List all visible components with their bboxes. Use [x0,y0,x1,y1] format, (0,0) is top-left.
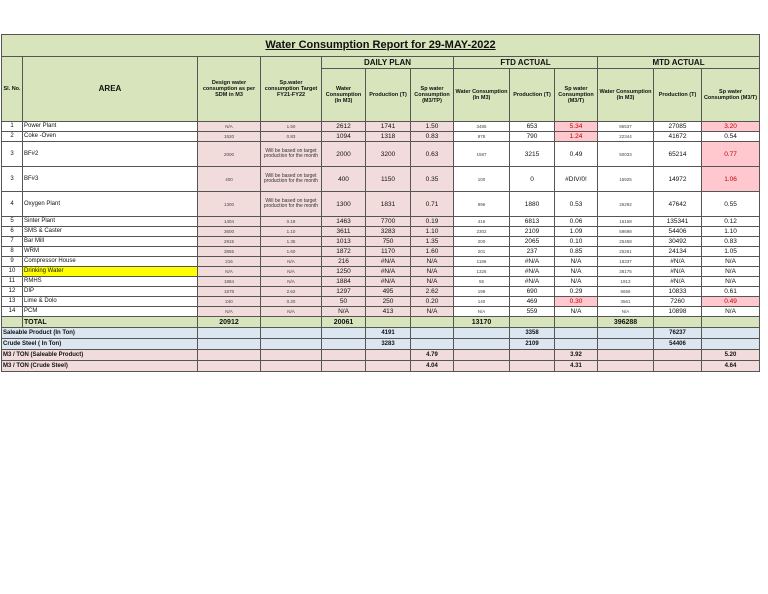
col-header-mtd-wc: Water Consumption (In M3) [598,69,654,122]
table-row [2,237,760,247]
col-header-design: Design water consumption as per SDM in M3 [198,57,261,122]
cell-daily-prod: 1170 [366,247,411,257]
table-row [2,277,760,287]
cell-mtd-sp: 0.54 [702,132,760,142]
cell-daily-sp: 0.35 [411,167,454,192]
cell-ftd-sp: N/A [555,307,598,317]
cell-mtd-wc: 26292 [598,192,654,217]
cell-daily-prod: 413 [366,307,411,317]
col-header-slno: Sl. No. [2,57,23,122]
cell-design: 3855 [198,247,261,257]
crude-ftd: 2109 [510,339,555,350]
cell-design: 1300 [198,192,261,217]
m3-crude-label: M3 / TON (Crude Steel) [2,361,198,372]
cell-ftd-prod: 790 [510,132,555,142]
cell-mtd-sp: 0.77 [702,142,760,167]
cell-daily-sp: 0.83 [411,132,454,142]
cell-design: 216 [198,257,261,267]
cell-mtd-prod: 65214 [654,142,702,167]
cell-daily-wc: 3611 [322,227,366,237]
cell-target: N/A [261,257,322,267]
cell-daily-sp: 0.71 [411,192,454,217]
cell-mtd-wc: 86537 [598,122,654,132]
cell-ftd-wc: 416 [454,217,510,227]
cell-daily-sp: N/A [411,307,454,317]
cell-design: 2000 [198,142,261,167]
cell-target: 1.10 [261,227,322,237]
cell-ftd-sp: N/A [555,277,598,287]
cell-ftd-sp: N/A [555,267,598,277]
cell-target: 1.60 [261,247,322,257]
cell-slno: 6 [2,227,23,237]
cell-daily-prod: #N/A [366,277,411,287]
cell-ftd-sp: 1.09 [555,227,598,237]
cell-daily-sp: N/A [411,277,454,287]
cell-mtd-sp: 1.05 [702,247,760,257]
cell-area: Sinter Plant [23,217,198,227]
cell-slno: 5 [2,217,23,227]
cell-mtd-sp: N/A [702,257,760,267]
cell-daily-wc: N/A [322,307,366,317]
water-consumption-report [1,34,759,372]
cell-mtd-prod: 47642 [654,192,702,217]
table-row [2,122,760,132]
col-header-ftd-prod: Production (T) [510,69,555,122]
cell-ftd-wc: 200 [454,237,510,247]
col-header-mtd-sp: Sp water Consumption (M3/T) [702,69,760,122]
cell-area: BF#2 [23,142,198,167]
table-row [2,257,760,267]
cell-ftd-sp: 0.30 [555,297,598,307]
cell-target: 0.20 [261,297,322,307]
cell-daily-wc: 1300 [322,192,366,217]
cell-daily-prod: 250 [366,297,411,307]
cell-ftd-prod: #N/A [510,257,555,267]
cell-mtd-sp: N/A [702,307,760,317]
cell-mtd-wc: 50033 [598,142,654,167]
cell-slno: 11 [2,277,23,287]
cell-ftd-wc: 978 [454,132,510,142]
cell-mtd-prod: 14972 [654,167,702,192]
cell-mtd-wc: 22344 [598,132,654,142]
saleable-row [2,328,760,339]
cell-daily-prod: 495 [366,287,411,297]
cell-ftd-prod: 0 [510,167,555,192]
cell-target: N/A [261,277,322,287]
cell-area: DIP [23,287,198,297]
cell-slno: 7 [2,237,23,247]
cell-mtd-sp: 3.20 [702,122,760,132]
cell-daily-prod: #N/A [366,257,411,267]
cell-daily-sp: 1.35 [411,237,454,247]
cell-ftd-prod: 690 [510,287,555,297]
crude-row [2,339,760,350]
cell-mtd-prod: 135341 [654,217,702,227]
table-row [2,297,760,307]
cell-design: 1884 [198,277,261,287]
cell-ftd-sp: 1.24 [555,132,598,142]
cell-slno: 8 [2,247,23,257]
cell-mtd-prod: 27085 [654,122,702,132]
table-row [2,217,760,227]
cell-design: N/A [198,267,261,277]
cell-ftd-sp: 0.29 [555,287,598,297]
cell-area: Power Plant [23,122,198,132]
cell-mtd-sp: 1.06 [702,167,760,192]
cell-mtd-prod: #N/A [654,277,702,287]
cell-daily-wc: 1013 [322,237,366,247]
cell-design: 240 [198,297,261,307]
cell-mtd-sp: 0.55 [702,192,760,217]
cell-mtd-sp: 0.61 [702,287,760,297]
cell-ftd-prod: 3215 [510,142,555,167]
cell-ftd-prod: #N/A [510,277,555,287]
saleable-daily: 4191 [366,328,411,339]
cell-area: Lime & Dolo [23,297,198,307]
col-header-daily-sp: Sp water Consumption (M3/TP) [411,69,454,122]
cell-area: Bar Mill [23,237,198,247]
table-row [2,287,760,297]
cell-design: 1404 [198,217,261,227]
cell-ftd-prod: 653 [510,122,555,132]
cell-mtd-wc: 1913 [598,277,654,287]
cell-target: 1.35 [261,237,322,247]
cell-mtd-wc: 38175 [598,267,654,277]
cell-daily-sp: 1.50 [411,122,454,132]
saleable-ftd: 3358 [510,328,555,339]
cell-daily-sp: 1.10 [411,227,454,237]
cell-ftd-wc: 1587 [454,142,510,167]
cell-ftd-wc: 2302 [454,227,510,237]
cell-ftd-prod: 6813 [510,217,555,227]
cell-slno: 2 [2,132,23,142]
cell-ftd-prod: 2109 [510,227,555,237]
m3-saleable-mtd: 5.20 [702,350,760,361]
cell-ftd-sp: 0.49 [555,142,598,167]
table-row [2,267,760,277]
cell-daily-prod: 7700 [366,217,411,227]
cell-slno: 3 [2,167,23,192]
cell-area: SMS & Caster [23,227,198,237]
m3-saleable-row [2,350,760,361]
cell-daily-wc: 1872 [322,247,366,257]
group-header-daily-plan: DAILY PLAN [322,57,454,69]
cell-design: N/A [198,122,261,132]
cell-daily-prod: 1150 [366,167,411,192]
cell-mtd-prod: 54406 [654,227,702,237]
cell-ftd-prod: 1880 [510,192,555,217]
cell-mtd-prod: 41672 [654,132,702,142]
cell-target: 2.62 [261,287,322,297]
cell-daily-sp: 2.62 [411,287,454,297]
cell-daily-wc: 1884 [322,277,366,287]
cell-daily-prod: 1318 [366,132,411,142]
table-row [2,307,760,317]
cell-daily-wc: 1250 [322,267,366,277]
cell-mtd-prod: 10833 [654,287,702,297]
cell-area: BF#3 [23,167,198,192]
cell-target: 0.19 [261,217,322,227]
cell-daily-sp: N/A [411,267,454,277]
col-header-target: Sp.water consumption Target FY21-FY22 [261,57,322,122]
group-header-mtd-actual: MTD ACTUAL [598,57,760,69]
cell-daily-wc: 400 [322,167,366,192]
cell-mtd-sp: 1.10 [702,227,760,237]
total-label: TOTAL [23,317,198,328]
cell-ftd-wc: 3485 [454,122,510,132]
cell-design: 1578 [198,287,261,297]
cell-mtd-prod: 24134 [654,247,702,257]
cell-daily-prod: 750 [366,237,411,247]
cell-ftd-prod: 237 [510,247,555,257]
group-header-ftd-actual: FTD ACTUAL [454,57,598,69]
cell-area: RMHS [23,277,198,287]
saleable-mtd: 76237 [654,328,702,339]
cell-design: 2915 [198,237,261,247]
cell-mtd-wc: 15925 [598,167,654,192]
cell-mtd-prod: 10898 [654,307,702,317]
cell-target: 1.50 [261,122,322,132]
cell-mtd-wc: N/A [598,307,654,317]
cell-design: 3600 [198,227,261,237]
cell-mtd-sp: 0.12 [702,217,760,227]
cell-daily-sp: N/A [411,257,454,267]
cell-daily-wc: 2612 [322,122,366,132]
col-header-ftd-sp: Sp water Consumption (M3/T) [555,69,598,122]
cell-ftd-wc: 55 [454,277,510,287]
cell-mtd-prod: 7260 [654,297,702,307]
col-header-daily-prod: Production (T) [366,69,411,122]
m3-crude-row [2,361,760,372]
cell-ftd-wc: 996 [454,192,510,217]
cell-daily-wc: 216 [322,257,366,267]
cell-area: Coke -Oven [23,132,198,142]
report-title: Water Consumption Report for 29-MAY-2022 [2,35,760,57]
cell-mtd-wc: 6656 [598,287,654,297]
cell-daily-wc: 1297 [322,287,366,297]
cell-daily-prod: 1741 [366,122,411,132]
cell-target: N/A [261,267,322,277]
m3-saleable-label: M3 / TON (Saleable Product) [2,350,198,361]
table-row [2,167,760,192]
cell-daily-prod: #N/A [366,267,411,277]
cell-mtd-sp: 0.49 [702,297,760,307]
cell-slno: 14 [2,307,23,317]
cell-target: Will be based on target production for the month [261,142,322,167]
cell-daily-wc: 2000 [322,142,366,167]
cell-target: Will be based on target production for the month [261,192,322,217]
cell-mtd-wc: 25261 [598,247,654,257]
cell-ftd-wc: 100 [454,167,510,192]
cell-ftd-wc: 201 [454,247,510,257]
crude-mtd: 54406 [654,339,702,350]
cell-daily-sp: 0.20 [411,297,454,307]
cell-slno: 9 [2,257,23,267]
m3-crude-mtd: 4.64 [702,361,760,372]
table-row [2,192,760,217]
cell-daily-wc: 50 [322,297,366,307]
col-header-area: AREA [23,57,198,122]
total-design: 20912 [198,317,261,328]
cell-ftd-wc: 140 [454,297,510,307]
cell-design: 1520 [198,132,261,142]
cell-ftd-wc: 1326 [454,267,510,277]
crude-daily: 3283 [366,339,411,350]
cell-ftd-prod: #N/A [510,267,555,277]
cell-ftd-wc: 1186 [454,257,510,267]
cell-target: N/A [261,307,322,317]
cell-daily-sp: 0.63 [411,142,454,167]
cell-design: N/A [198,307,261,317]
cell-target: 0.83 [261,132,322,142]
cell-area: Compressor House [23,257,198,267]
cell-ftd-prod: 559 [510,307,555,317]
cell-slno: 13 [2,297,23,307]
cell-mtd-wc: 59698 [598,227,654,237]
cell-design: 400 [198,167,261,192]
col-header-ftd-wc: Water Consumption (In M3) [454,69,510,122]
cell-mtd-sp: N/A [702,267,760,277]
cell-ftd-sp: 0.10 [555,237,598,247]
cell-daily-wc: 1463 [322,217,366,227]
cell-mtd-sp: 0.83 [702,237,760,247]
cell-daily-sp: 1.60 [411,247,454,257]
cell-ftd-sp: 0.53 [555,192,598,217]
table-row [2,142,760,167]
cell-slno: 3 [2,142,23,167]
cell-area: Drinking Water [23,267,198,277]
report-table [1,34,760,372]
cell-mtd-prod: #N/A [654,267,702,277]
cell-ftd-sp: 0.06 [555,217,598,227]
cell-daily-wc: 1094 [322,132,366,142]
col-header-mtd-prod: Production (T) [654,69,702,122]
cell-slno: 4 [2,192,23,217]
cell-mtd-wc: 25458 [598,237,654,247]
saleable-label: Saleable Product (In Ton) [2,328,198,339]
cell-daily-prod: 3200 [366,142,411,167]
cell-mtd-prod: 30492 [654,237,702,247]
cell-ftd-wc: N/A [454,307,510,317]
crude-label: Crude Steel ( In Ton) [2,339,198,350]
total-mtd-wc: 396288 [598,317,654,328]
cell-ftd-prod: 2065 [510,237,555,247]
cell-area: WRM [23,247,198,257]
cell-mtd-sp: N/A [702,277,760,287]
cell-ftd-wc: 198 [454,287,510,297]
cell-ftd-sp: 5.34 [555,122,598,132]
m3-saleable-ftd: 3.92 [555,350,598,361]
cell-ftd-sp: 0.85 [555,247,598,257]
cell-slno: 1 [2,122,23,132]
table-row [2,132,760,142]
cell-target: Will be based on target production for the month [261,167,322,192]
m3-saleable-daily: 4.79 [411,350,454,361]
table-row [2,247,760,257]
cell-mtd-wc: 18337 [598,257,654,267]
cell-slno: 12 [2,287,23,297]
total-daily-wc: 20061 [322,317,366,328]
m3-crude-daily: 4.04 [411,361,454,372]
cell-area: Oxygen Plant [23,192,198,217]
cell-area: PCM [23,307,198,317]
col-header-daily-wc: Water Consumption (In M3) [322,69,366,122]
cell-ftd-sp: N/A [555,257,598,267]
cell-daily-sp: 0.19 [411,217,454,227]
cell-ftd-prod: 469 [510,297,555,307]
cell-slno: 10 [2,267,23,277]
table-row [2,227,760,237]
total-ftd-wc: 13170 [454,317,510,328]
cell-daily-prod: 3283 [366,227,411,237]
cell-mtd-wc: 16158 [598,217,654,227]
cell-mtd-prod: #N/A [654,257,702,267]
cell-ftd-sp: #DIV/0! [555,167,598,192]
m3-crude-ftd: 4.31 [555,361,598,372]
cell-daily-prod: 1831 [366,192,411,217]
cell-mtd-wc: 3561 [598,297,654,307]
total-row [2,317,760,328]
